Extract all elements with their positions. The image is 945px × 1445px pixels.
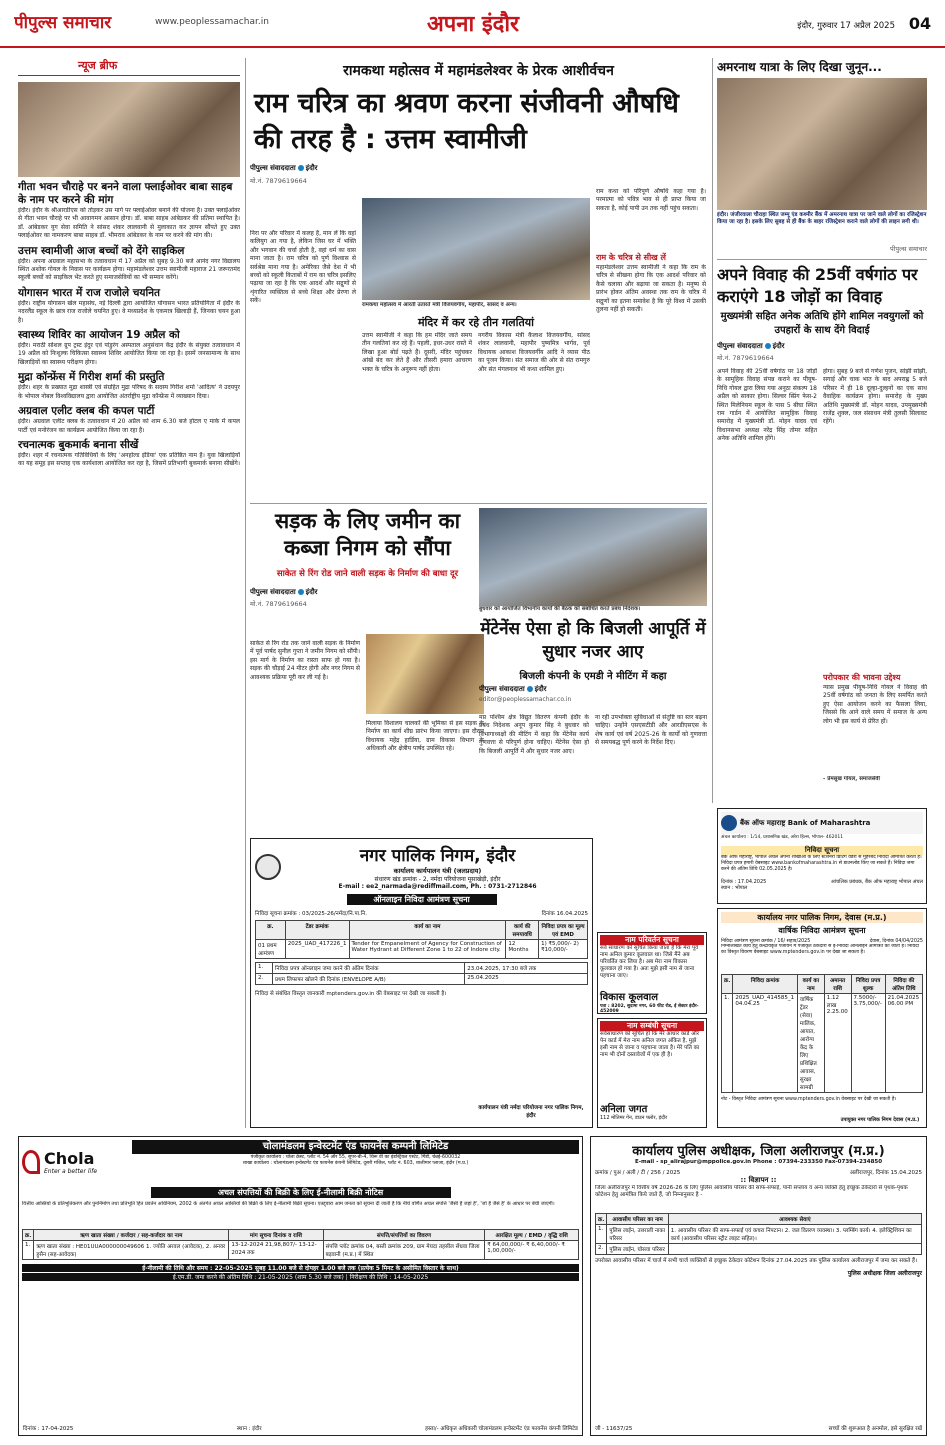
dewas-sub: वार्षिक निविदा आमंत्रण सूचना bbox=[778, 926, 866, 935]
bank-text: बैंक ऑफ महाराष्ट्र, भोपाल अंचल अपनी शाखाओं के लिए स्टेशनरी प्रिंटिंग वेंडरों से मुहरबंद निविदा आमंत्रित करता है। निविदा प्रपत्र हमारी वेबसाइट www.bankofmaharashtra.in से डाउनलोड किए जा सकते हैं। निविदा जमा करने की अंतिम तिथि 02.05.2025 है। bbox=[721, 855, 922, 872]
table-cell: पुलिस लाईन, उत्तराली नाका परिसर bbox=[607, 1225, 668, 1244]
site-url[interactable]: www.peoplessamachar.in bbox=[155, 17, 269, 27]
police-intro: जिला अलीराजपुर में वित्तीय वर्ष 2026-26 के लिए पुलिस आवासीय परिसर की साफ-सफाई, पानी सप्लाय व अन्य व्यक्ति हेतु इच्छुक ठेकेदारों से पृथक-पृथक कोटेशन हेतु आमंत्रित किये जाते हैं, जो निम्नानुसार है - bbox=[595, 1185, 908, 1198]
bank-title: बैंक ऑफ महाराष्ट्र bbox=[740, 818, 786, 827]
nigam-banner: ऑनलाइन निविदा आमंत्रण सूचना bbox=[347, 894, 497, 905]
story4-headline: सड़क के लिए जमीन का कब्जा निगम को सौंपा bbox=[274, 509, 461, 560]
name-rel-addr: 112 मोतिमर गेन, डाउन फ्लोर, इंदौर bbox=[600, 1115, 668, 1121]
story4-photo bbox=[366, 634, 484, 714]
story4-city: इंदौर bbox=[305, 588, 318, 596]
logo-text: पीपुल्स समाचार bbox=[14, 13, 112, 33]
nigam-date: दिनांक 16.04.2025 bbox=[541, 911, 588, 917]
table-row bbox=[256, 974, 588, 985]
story4-byline: पीपुल्स संवाददाता bbox=[250, 588, 296, 596]
story2-kicker: अमरनाथ यात्रा के लिए दिखा जुनून... bbox=[717, 60, 882, 74]
table-header: टेंडर क्रमांक bbox=[285, 921, 349, 940]
table-row bbox=[23, 1241, 579, 1260]
news-brief-column bbox=[18, 58, 240, 1130]
chola-table bbox=[22, 1229, 579, 1260]
brief-text: इंदौर। अग्रवाल एलीट क्लब के तत्वावधान में 20 अप्रैल को शाम 6.30 बजे होटल ए मार्क में कपल पार्टी एवं मनोरंजन का कार्यक्रम आयोजित किया जा रहा है। bbox=[18, 418, 240, 434]
story1-col1: निरा पर और परिवार में कलह है, मान लें कि वहां कलियुग आ गया है, लेकिन जिस घर में भक्ति और भगवान की चर्चा होती है, वहां धर्म का वास माना जाता है। राम चरित्र को पूर्ण विश्वास से सर्वश्रेष्ठ माना गया है। अमेरिका जैसे देश में भी बच्चों को स्कूली किताबों में राम का चरित्र इसलिए पढ़ाया जा रहा है कि एक आदर्श और सद्गुणों से शृंगारित व्यक्तित्व से बच्चे शिक्षा और प्रेरणा ले सकें। bbox=[250, 230, 356, 305]
chola-date: दिनांक : 17-04-2025 bbox=[23, 1426, 74, 1432]
story-wedding bbox=[717, 264, 927, 804]
police-ref: क्रमांक / पुअ / अली / टी / 256 / 2025 bbox=[595, 1170, 681, 1176]
table-row bbox=[596, 1244, 922, 1255]
chola-place: स्थान : इंदौर bbox=[236, 1426, 262, 1432]
table-header: क्र. bbox=[722, 975, 733, 994]
table-cell: 23.04.2025, 17:30 बजे तक bbox=[465, 963, 588, 974]
table-cell: 01 प्रथम आमंत्रण bbox=[256, 940, 286, 959]
table-cell: 21.04.2025 06.00 PM bbox=[885, 994, 922, 1093]
bank-title-en: Bank of Maharashtra bbox=[787, 818, 871, 827]
table-header: निविदा प्रपत्र शुल्क bbox=[851, 975, 885, 994]
bank-notice bbox=[717, 808, 927, 904]
story1-headline: राम चरित्र का श्रवण करना संजीवनी औषधि की तरह है : उत्तम स्वामीजी bbox=[254, 88, 679, 155]
brief-headline: गीता भवन चौराहे पर बनने वाला फ्लाईओवर बाबा साहब के नाम पर करने की मांग bbox=[18, 181, 233, 206]
story-amarnath bbox=[717, 58, 927, 256]
story1-subhead: मंदिर में कर रहे तीन गलतियां bbox=[417, 316, 534, 329]
dewas-title: कार्यालय नगर पालिक निगम, देवास (म.प्र.) bbox=[721, 912, 923, 923]
police-gen: जी - 11637/25 bbox=[595, 1426, 633, 1432]
table-header: निविदा क्रमांक bbox=[733, 975, 798, 994]
bank-logo-icon bbox=[721, 815, 737, 831]
nigam-table bbox=[255, 920, 588, 959]
table-cell: 1. bbox=[256, 963, 273, 974]
table-cell: 2025_UAD_414585_1 04.04.25 bbox=[733, 994, 798, 1093]
nigam-emblem-icon bbox=[255, 854, 281, 880]
police-footer-note: सच्चों की शुरूआत है अनमोल, इसे सुरक्षित रखें bbox=[828, 1426, 922, 1432]
table-cell: पुलिस लाईन, घोसवा परिसर bbox=[607, 1244, 668, 1255]
nigam-addr: संधारण खंड क्रमांक - 2, नर्मदा परियोजना मूसाखेड़ी, इंदौर bbox=[374, 876, 501, 883]
story4-mobile: मो.नं. 7879619664 bbox=[250, 600, 307, 608]
table-cell: 1. bbox=[596, 1225, 607, 1244]
table-header: आवश्यक सेवाएं bbox=[668, 1214, 921, 1225]
brief-headline: उत्तम स्वामीजी आज बच्चों को देंगे साइकिल bbox=[18, 244, 185, 257]
story3-quote: न्यास प्रमुख पीयूष-निधि गोयल ने विवाह की 25वीं वर्षगांठ को जनता के लिए समर्पित करते हुए ऐसा आयोजन करने का फैसला लिया, जिससे कि आने वाले समय में समाज के अन्य लोग भी इस कार्य से प्रेरित हों। bbox=[823, 684, 927, 725]
table-cell: प्रथम लिफाफा खोलने की दिनांक (ENVELOPE A/B) bbox=[273, 974, 465, 985]
bullet-icon bbox=[527, 686, 533, 692]
nagar-nigam-notice bbox=[250, 838, 593, 1128]
table-header: कार्य का नाम bbox=[349, 921, 506, 940]
dewas-table bbox=[721, 974, 923, 1093]
name-rel-name: अनिला जगत bbox=[600, 1104, 648, 1115]
story3-subhead: परोपकार की भावना उद्देश्य bbox=[823, 673, 901, 682]
brief-label: न्यूज ब्रीफ bbox=[18, 58, 240, 76]
dewas-date: देवास, दिनांक 04/04/2025 bbox=[869, 939, 923, 944]
police-date: अलीराजपुर, दिनांक 15.04.2025 bbox=[849, 1170, 922, 1176]
bank-place: स्थान : भोपाल bbox=[721, 885, 748, 891]
table-header: मांग सूचना दिनांक व राशि bbox=[229, 1230, 323, 1241]
brief-headline: मुद्रा कॉन्फ्रेंस में गिरीश शर्मा की प्रस्तुति bbox=[18, 371, 165, 384]
police-notice bbox=[590, 1136, 927, 1436]
story1-caption: रामकथा महोत्सव में आरती उतारते मंत्री विजयवर्गीय, महापौर, सांसद व अन्य। bbox=[362, 302, 517, 308]
brief-headline: योगासन भारत में राज राजोले चयनित bbox=[18, 286, 161, 299]
story5-photo bbox=[479, 508, 707, 606]
story1-subhead2: राम के चरित्र से सीख लें bbox=[596, 253, 666, 262]
story2-credit: पीपुल्स समाचार bbox=[890, 245, 927, 253]
story2-caption: इंदौर। जंजीरवाला चौराहा स्थित जम्मू एंड कश्मीर बैंक में अमरनाथ यात्रा पर जाने वाले लोगों का रजिस्ट्रेशन किया जा रहा है। इसके लिए सुबह से ही बैंक के बाहर रजिस्ट्रेशन कराने वाले लोगों की लाइन लगी थी। bbox=[717, 212, 927, 225]
story-ramkatha bbox=[250, 58, 707, 498]
name-change-text: सर्व साधारण को सूचित किया जाता है कि मेरा पूर्व नाम अनिल कुमार कूलवाल था। जिसे मैंने अब परिवर्तित कर लिया है। अब मेरा नाम विकास कूलवाल हो गया है। अतः मुझे इसी नाम से जाना पहचाना जाए। bbox=[600, 945, 699, 979]
name-change-addr: पता : 8202, सुदामा नगर, 60 फीट रोड, ई सेक्टर इंदौर- 452009 bbox=[600, 1004, 699, 1014]
nigam-note: निविदा से संबंधित विस्तृत जानकारी mptenders.gov.in की वेबसाइट पर देखी जा सकती है। bbox=[255, 991, 447, 997]
chola-notice bbox=[18, 1136, 583, 1436]
story1-col4: राम कथा को परिपूर्ण औषधि कहा गया है। परमात्मा को पवित्र भाव से ही प्राप्त किया जा सकता है, कोई पापी उन तक नहीं पहुंच सकता। bbox=[596, 188, 706, 212]
dewas-sign: उपायुक्त नगर पालिक निगम देवास (म.प्र.) bbox=[840, 1117, 920, 1123]
dewas-notice bbox=[717, 908, 927, 1128]
table-header: कार्य की समयावधि bbox=[506, 921, 539, 940]
table-cell: 1. आवासीय परिसर की साफ-सफाई एवं कचरा निपटान। 2. जल वितरण व्यवस्था। 3. प्लम्बिंग कार्य। 4. इलेक्ट्रिशियन का कार्य (आवासीय परिसर स्ट्रीट लाइट सहित)। bbox=[668, 1225, 921, 1244]
table-cell: 2. bbox=[596, 1244, 607, 1255]
story-electricity bbox=[479, 508, 707, 830]
story3-byline: पीपुल्स संवाददाता bbox=[717, 342, 763, 350]
table-cell: निविदा प्रपत्र ऑनलाइन जमा करने की अंतिम दिनांक bbox=[273, 963, 465, 974]
brief-headline: रचनात्मक बुकमार्क बनाना सीखें bbox=[18, 438, 139, 451]
chola-sign: हस्ता/- अधिकृत अधिकारी चोलामंडलम इन्वेस्टमेंट एंड फायनेंस कंपनी लिमिटेड bbox=[425, 1426, 578, 1432]
table-header: क्र. bbox=[596, 1214, 607, 1225]
table-cell: 1.12 लाख 2.25.00 bbox=[824, 994, 851, 1093]
nigam-schedule bbox=[255, 962, 588, 985]
table-header: आवासीय परिसर का नाम bbox=[607, 1214, 668, 1225]
table-header: कार्य का नाम bbox=[797, 975, 824, 994]
table-header: क्र. bbox=[256, 921, 286, 940]
table-cell: 25.04.2025 bbox=[465, 974, 588, 985]
table-cell: 7.5000/- 3.75,000/- bbox=[851, 994, 885, 1093]
brief-text: इंदौर। शहर के प्रख्यात मुद्रा शास्त्री एवं संग्रहित मुद्रा परिषद के सदस्य गिरीश शर्मा 'आदित्य' ने उदयपुर के भोपाल नोबल विश्वविद्यालय द्वारा आयोजित अंतर्राष्ट्रीय मुद्रा कॉन्फ्रेंस में व्याख्यान दिया। bbox=[18, 384, 240, 400]
nigam-title: नगर पालिक निगम, इंदौर bbox=[359, 846, 516, 866]
table-header: ऋण खाता संख्या / कर्जदार / सह-कर्जदार का नाम bbox=[34, 1230, 229, 1241]
story3-deck: मुख्यमंत्री सहित अनेक अतिथि होंगे शामिल नवयुगलों को उपहारों के साथ देंगे विदाई bbox=[720, 311, 924, 336]
name-change-name: विकास कूलवाल bbox=[600, 992, 659, 1003]
table-header: निविदा प्रपत्र का मूल्य एवं EMD bbox=[539, 921, 588, 940]
story4-deck: साकेत से रिंग रोड जाने वाली सड़क के निर्माण की बाधा दूर bbox=[276, 569, 459, 579]
table-cell: संपत्ति प्लॉट क्रमांक 04, बस्ती क्रमांक 209, ग्राम मेघदा तहसील सेंधवा जिला बड़वानी (म.प्र.) में स्थित bbox=[323, 1241, 485, 1260]
table-cell: ₹ 64,00,000/- ₹ 6,40,000/- ₹ 1,00,000/- bbox=[485, 1241, 579, 1260]
brief-photo bbox=[18, 82, 240, 177]
police-sign: पुलिस अधीक्षक जिला अलीराजपुर bbox=[847, 1270, 922, 1277]
chola-logo-text: Chola bbox=[44, 1149, 95, 1168]
table-cell: ऋण खाता संख्या : HE01UUA000000049606 1. ज्योति अरवल (आवेदक), 2. अनवर हुसैन (सह-आवेदक) bbox=[34, 1241, 229, 1260]
table-cell: Tender for Empanelment of Agency for Construction of Water Hydrant at Different Zone 1 to 22 of Indore city. bbox=[349, 940, 506, 959]
story1-col2: उत्तम स्वामीजी ने कहा कि हम मंदिर जाते समय तीन गलतियां कर रहे हैं। पहली, इधर-उधर रास्ते में लिखा हुआ बोर्ड पढ़ते हैं। दूसरी, मंदिर पहुंचकर आंखें बंद कर लेते हैं और तीसरी हमारा आचरण भक्त के चरित्र के अनुरूप नहीं होता। bbox=[362, 332, 472, 373]
table-header: अमानत राशि bbox=[824, 975, 851, 994]
story1-kicker: रामकथा महोत्सव में महामंडलेश्वर के प्रेरक आशीर्वचन bbox=[343, 63, 614, 79]
table-cell bbox=[668, 1244, 921, 1255]
table-row bbox=[722, 994, 923, 1093]
table-cell: 2. bbox=[256, 974, 273, 985]
table-cell: 2025_UAD_417226_1 bbox=[285, 940, 349, 959]
story3-mobile: मो.नं. 7879619664 bbox=[717, 354, 774, 362]
brief-headline: अग्रवाल एलीट क्लब की कपल पार्टी bbox=[18, 405, 155, 418]
chola-tagline: Enter a better life bbox=[44, 1168, 98, 1175]
name-rel-title: नाम सम्बंधी सूचना bbox=[600, 1021, 704, 1031]
brief-text: इंदौर। राष्ट्रीय योगासन खेल महासंघ, नई दिल्ली द्वारा आयोजित योगासन भारत प्रतियोगिता में इंदौर के नदरलैंड स्कूल के छात्र राज राजोले चयनित हुए। वे मध्यप्रदेश के एकमात्र खिलाड़ी हैं, जिनका चयन हुआ है। bbox=[18, 299, 240, 324]
brief-headline: स्वास्थ्य शिविर का आयोजन 19 अप्रैल को bbox=[18, 329, 180, 342]
nigam-sign: कार्यपालन यंत्री नर्मदा परियोजना नगर पालिक निगम, इंदौर bbox=[478, 1105, 584, 1119]
name-change-title: नाम परिवर्तन सूचना bbox=[600, 935, 704, 945]
page-number: 04 bbox=[908, 14, 932, 33]
chola-reg: पंजीकृत कार्यालय : चोला क्रेस्ट, प्लॉट नं. 54 और 55, सुपर-बी-4, थिरू वी का इंडस्ट्रियल एस्टेट, गिंडी, चेन्नई-600032 bbox=[250, 1155, 461, 1160]
story3-headline: अपने विवाह की 25वीं वर्षगांठ पर कराएंगे 18 जोड़ों का विवाह bbox=[717, 265, 918, 306]
masthead bbox=[0, 0, 945, 48]
chola-banner: अचल संपत्तियों की बिक्री के लिए ई-नीलामी बिक्री नोटिस bbox=[151, 1187, 451, 1198]
story5-col1: मप्र पश्चिम क्षेत्र विद्युत वितरण कंपनी इंदौर के प्रबंध निदेशक अनूप कुमार सिंह ने बुधवार को विभागाध्यक्षों की मीटिंग में कहा कि मेंटेनेंस कार्य गुणवत्ता से परिपूर्ण होना चाहिए। मेंटेनेंस ऐसा हो कि बिजली आपूर्ति में और सुधार नजर आए। bbox=[479, 714, 589, 755]
police-title: कार्यालय पुलिस अधीक्षक, जिला अलीराजपुर (म.प्र.) bbox=[632, 1144, 885, 1159]
bank-date: दिनांक : 17.04.2025 bbox=[721, 879, 767, 885]
story3-col1: अपने विवाह की 25वीं वर्षगांठ पर 18 जोड़ों के सामूहिक विवाह संपन्न कराने का पीयूष-निधि गोयल द्वारा लिया गया अनूठा संकल्प 18 अप्रैल को साकार होगा। सिल्वर स्प्रिंग फेस-2 स्थित मिलेनियम स्कूल के पास 5 बीघा स्थित राम गार्डन में आयोजित सामूहिक विवाह समारोह में मुख्यमंत्री डॉ. मोहन यादव एवं विधानसभा अध्यक्ष नरेंद्र सिंह तोमर सहित अनेक अतिथि शामिल होंगे। bbox=[717, 368, 817, 443]
table-row bbox=[256, 940, 588, 959]
story3-col2: होगा। सुबह 9 बजे से गणेश पूजन, सांझी सांझी, सगाई और चाक भात के बाद अपराह्न 5 बजे परिसर में ही 18 दूल्हा-दुल्हनों का एक साथ वैवाहिक कार्यक्रम होगा। समारोह के मुख्य अतिथि मुख्यमंत्री डॉ. मोहन यादव, उपमुख्यमंत्री राजेंद्र शुक्ल, जल संसाधन मंत्री तुलसी सिलावट रहेंगे। bbox=[823, 368, 927, 426]
table-cell: 13-12-2024 21,98,807/- 13-12-2024 तक bbox=[229, 1241, 323, 1260]
story5-deck: बिजली कंपनी के एमडी ने मीटिंग में कहा bbox=[519, 671, 667, 682]
brief-text: इंदौर। अपना अग्रवाल महासभा के तत्वावधान में 17 अप्रैल को सुबह 9.30 बजे आनंद नगर विद्यालय स्थित अशोक गोयल के निवास पर कार्यक्रम होगा। महामंडलेश्वर उत्तम स्वामीजी महाराज 21 जरूरतमंद स्कूली बच्चों को साइकिल भेंट करते हुए समाजसेवियों का भी सम्मान करेंगे। bbox=[18, 257, 240, 282]
table-cell: वार्षिक ट्रेंडर (सेवा) मालिक, आयात, आरोग्य केंद्र के लिए प्रशिक्षित आवास, सुरक्षा सामग्री bbox=[797, 994, 824, 1093]
brief-text: इंदौर। मराठी सोशल ग्रुप ट्रस्ट इंदुर एवं पांडुरंग अस्पताल अनुसंधान केंद्र इंदौर के संयुक्त तत्वावधान में 19 अप्रैल को निःशुल्क चिकित्सा स्वास्थ्य शिविर आयोजित किया जा रहा है। इसमें जनसामान्य के साथ खिलाड़ियों का स्वास्थ्य परीक्षण होगा। bbox=[18, 342, 240, 366]
bank-zone: अंचल कार्यालय : 1/14, प्रशासनिक खंड, अरेरा हिल्स, भोपाल- 462011 bbox=[721, 835, 844, 840]
nigam-ref: निविदा सूचना क्रमांक : 03/2025-26/नर्मदा/नि.पा.नि. bbox=[255, 911, 367, 917]
table-cell: 12 Months bbox=[506, 940, 539, 959]
bank-sign: आंचलिक प्रबंधक, बैंक ऑफ महाराष्ट्र भोपाल अंचल bbox=[830, 879, 923, 885]
nigam-email[interactable]: E-mail : ee2_narmada@rediffmail.com, Ph. : 0731-2712846 bbox=[338, 883, 537, 890]
story5-headline: मेंटेनेंस ऐसा हो कि बिजली आपूर्ति में सुधार नजर आए bbox=[480, 619, 706, 662]
section-title: अपना इंदौर bbox=[426, 12, 520, 37]
story1-photo bbox=[362, 198, 590, 300]
story1-mobile: मो.नं. 7879619664 bbox=[250, 177, 307, 185]
table-cell: 1. bbox=[722, 994, 733, 1093]
police-banner: :: विज्ञापन :: bbox=[740, 1176, 777, 1184]
table-header: निविदा की अंतिम तिथि bbox=[885, 975, 922, 994]
story2-photo bbox=[717, 78, 927, 210]
table-header: क्र. bbox=[23, 1230, 34, 1241]
story1-col3: नगरीय विकास मंत्री कैलाश विजयवर्गीय, सांसद शंकर लालवानी, महापौर पुष्यमित्र भार्गव, पूर्व विधायक आकाश विजयवर्गीय आदि ने व्यास पीठ का पूजन किया। संत समाज की ओर से संत रामगुरु और संत मंगलनाथ भी कथा शामिल हुए। bbox=[478, 332, 590, 373]
police-outro: उपरोक्त आवासीय परिसर में चार्ज में सभी चार्ज व्यक्तियों से इच्छुक ठेकेदार कोटेशन दिनांक 27.04.2025 तक पुलिस कार्यालय अलीराजपुर में जमा कर सकते हैं। bbox=[595, 1258, 918, 1264]
story4-col1: साकेत से रिंग रोड तक जाने वाली सड़क के निर्माण में पूर्व पार्षद सुनील गुप्ता ने जमीन निगम को सौंपी। इस मार्ग के निर्माण का रास्ता साफ हो गया है। सड़क की चौड़ाई 24 मीटर होगी और नगर निगम से आवश्यक प्रक्रिया पूरी कर ली गई है। bbox=[250, 640, 360, 681]
bullet-icon bbox=[765, 343, 771, 349]
story5-email[interactable]: editor@peoplessamachar.co.in bbox=[479, 696, 572, 703]
story1-byline: पीपुल्स संवाददाता bbox=[250, 164, 296, 172]
story5-col2: ना रही उपभोक्ता सुविधाओं से संतुष्टि का स्तर बढ़ना चाहिए। उन्होंने एसएसटीडी और आरडीएसएस के शेष कार्य एवं वर्ष 2025-26 के कार्यों को गुणवत्ता से समयबद्ध पूर्ण करने के निर्देश दिए। bbox=[595, 714, 707, 747]
table-header: संपत्ति/संपत्तियों का विवरण bbox=[323, 1230, 485, 1241]
table-cell: 1) ₹5,000/- 2) ₹10,000/- bbox=[539, 940, 588, 959]
story5-byline: पीपुल्स संवाददाता bbox=[479, 685, 525, 693]
story1-city: इंदौर bbox=[305, 164, 318, 172]
name-rel-text: सर्वसाधारण को सूचित हो कि मेरे आधार कार्ड और पेन कार्ड में मेरा नाम अनिल जगत अंकित है, मुझे इसी नाम से जाना व पहचाना जाता है। मेरे पति का नाम भी दोनों दस्तावेजों में एक ही है। bbox=[600, 1031, 700, 1058]
dewas-note: नोट - विस्तृत निविदा आमंत्रण सूचना www.mptenders.gov.in वेबसाइट पर देखी जा सकती है। bbox=[721, 1097, 897, 1102]
story5-city: इंदौर bbox=[534, 685, 547, 693]
story-road bbox=[250, 508, 485, 830]
dewas-intro: निम्नलिखित कार्य हेतु केन्द्रीयकृत पंजीयन में पंजीकृत ठेकेदारों से ई-निविदा ऑनलाइन आमंत्रित की जाती है। निविदा का विस्तृत विवरण वेबसाइट www.mptenders.gov.in पर देखा जा सकता है। bbox=[721, 944, 919, 955]
nigam-sub: कार्यालय कार्यपालन यंत्री (जलप्रदाय) bbox=[393, 867, 482, 875]
table-cell: 1. bbox=[23, 1241, 34, 1260]
chola-logo bbox=[22, 1140, 132, 1184]
chola-intro: वित्तीय आस्तियों के प्रतिभूतिकरण और पुनर्निर्माण तथा प्रतिभूति हित प्रवर्तन अधिनियम, 2002 के अंतर्गत अचल आस्तियों की बिक्री के लिए ई-नीलामी बिक्री सूचना। एतद्द्वारा आम जनता को सूचना दी जाती है कि नीचे वर्णित अचल संपत्ति 'जैसी है जहां है', 'जो है जैसे है' के आधार पर बेची जाएगी। bbox=[22, 1201, 555, 1207]
table-header: आरक्षित मूल्य / EMD / वृद्धि राशि bbox=[485, 1230, 579, 1241]
story4-col2: मिलाया विशालय चालकों की भूमिका से इस सड़क के निर्माण का कार्य शीघ्र प्रारंभ किया जाएगा। इस दौरान विधायक महेंद्र हार्डिया, ग्राम विकास विभाग के अधिकारी और क्षेत्रीय पार्षद उपस्थित रहे। bbox=[366, 720, 484, 753]
police-email[interactable]: E-mail - sp_alirajpur@mppolice.gov.in Phone : 07394-233350 Fax-07394-234850 bbox=[634, 1159, 883, 1165]
table-row bbox=[256, 963, 588, 974]
name-change-notice bbox=[597, 932, 707, 1014]
story1-col5: महामंडलेश्वर उत्तम स्वामीजी ने कहा कि राम के चरित्र से सीखना होगा कि एक आदर्श परिवार को कैसे चलाया और बढ़ाया जा सकता है। मनुष्य से प्रारंभ होकर अंतिम अवस्था तक राम के चरित्र में सद्गुणों का इतना समावेश है कि पूरे विश्व में उसकी तुलना नहीं हो सकती। bbox=[596, 264, 706, 314]
bullet-icon bbox=[298, 589, 304, 595]
dateline: इंदौर, गुरुवार 17 अप्रैल 2025 bbox=[797, 21, 895, 31]
brief-text: इंदौर। शहर में रचनात्मक गतिविधियों के लिए 'अनहोल्ड इंडिया' एक प्रतिष्ठित नाम है। युवा खिलाड़ियों का यह समूह इस सप्ताह एक कार्यशाला आयोजित कर रहा है, जिसमें प्रतिभागी बुकमार्क बनाना सीखेंगे। bbox=[18, 451, 240, 468]
chola-logo-icon bbox=[22, 1150, 40, 1174]
chola-footer2: ई.एम.डी. जमा करने की अंतिम तिथि : 21-05-2025 (शाम 5.30 बजे तक) | निरीक्षण की तिथि : 14-05-2025 bbox=[22, 1273, 579, 1281]
police-table bbox=[595, 1213, 922, 1255]
chola-footer: ई-नीलामी की तिथि और समय : 22-05-2025 सुबह 11.00 बजे से दोपहर 1.00 बजे तक (प्रत्येक 5 मिनट के असीमित विस्तार के साथ) bbox=[22, 1264, 579, 1272]
story3-quote-by: - प्रेमसुख गोयल, समाजसेवी bbox=[823, 776, 880, 782]
table-row bbox=[596, 1225, 922, 1244]
dewas-ref: निविदा आमंत्रण सूचना क्रमांक / 16/ सहाय/2025 bbox=[721, 939, 811, 944]
story3-city: इंदौर bbox=[772, 342, 785, 350]
chola-branch: शाखा कार्यालय : चोलामंडलम इन्वेस्टमेंट एंड फायनेंस कंपनी लिमिटेड, दूसरी मंजिल, प्लॉट नं. 603, शालीमार प्लाजा, इंदौर (म.प्र.) bbox=[242, 1161, 469, 1166]
bank-head: निविदा सूचना bbox=[721, 846, 923, 855]
logo bbox=[14, 10, 149, 38]
story5-caption: बुधवार को आयोजित विभागीय कार्यों की बैठक को संबोधित करते प्रबंध निदेशक। bbox=[479, 606, 641, 612]
name-relation-notice bbox=[597, 1018, 707, 1128]
chola-title: चोलामंडलम इन्वेस्टमेंट एंड फायनेंस कम्पनी लिमिटेड bbox=[132, 1140, 579, 1154]
brief-text: इंदौर। इंदौर के श्रीआरडीएस को तोड़कर उस मार्ग पर फ्लाईओवर बनाने की योजना है। उक्त फ्लाईओवर से गीता भवन चौराहे पर भी आवागमन आसान होगा। डॉ. बाबा साहब आंबेडकर की प्रतिमा स्थापित है। डॉ. आंबेडकर युग सेवा समिति ने सांसद शंकर लालवानी से मुलाकात कर ज्ञापन सौंपते हुए उक्त फ्लाईओवर का नामकरण बाबा साहब डॉ. भीमराव आंबेडकर के नाम पर करने की मांग की। bbox=[18, 207, 240, 240]
bullet-icon bbox=[298, 165, 304, 171]
